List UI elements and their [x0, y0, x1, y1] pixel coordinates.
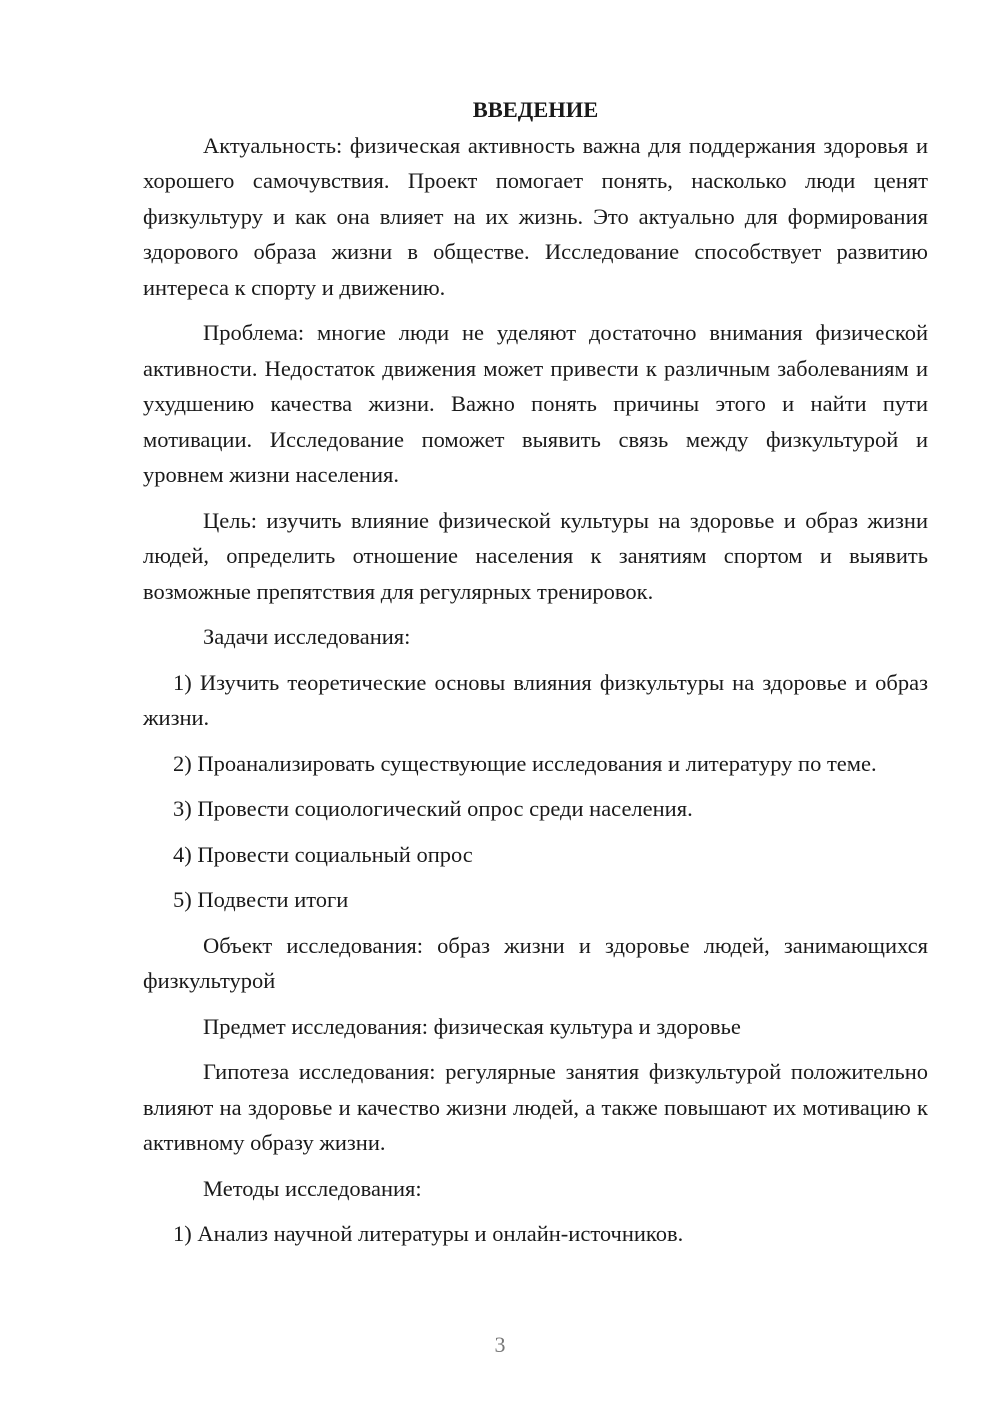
relevance-paragraph: Актуальность: физическая активность важна для поддержания здоровья и хорошего самочувствия. Проект помогает понять, насколько люди ценят физкультуру и как она влияет на их жизнь. Это актуально для формирования здорового образа жизни в обществе. Исследование способствует развитию интереса к спорту и движению.: [143, 132, 928, 300]
task-item-2: 2) Проанализировать существующие исследования и литературу по теме.: [173, 750, 877, 776]
methods-title: Методы исследования:: [203, 1175, 422, 1201]
tasks-title: Задачи исследования:: [203, 624, 411, 649]
subject-paragraph: Предмет исследования: физическая культура и здоровье: [203, 1013, 741, 1039]
problem-paragraph: Проблема: многие люди не уделяют достаточно внимания физической активности. Недостаток движения может привести к различным заболеваниям и ухудшению качества жизни. Важно понять причины этого и найти пути мотивации. Исследование поможет выявить связь между физкультурой и уровнем жизни населения.: [143, 320, 928, 487]
hypothesis-paragraph: Гипотеза исследования: регулярные занятия физкультурой положительно влияют на здоровье и качество жизни людей, а также повышают их мотивацию к активному образу жизни.: [143, 1059, 928, 1155]
method-item-1: 1) Анализ научной литературы и онлайн-источников.: [173, 1221, 684, 1246]
task-item-1: 1) Изучить теоретические основы влияния физкультуры на здоровье и образ жизни.: [143, 669, 928, 730]
task-item-4: 4) Провести социальный опрос: [173, 841, 473, 867]
task-item-5: 5) Подвести итоги: [173, 887, 349, 912]
goal-paragraph: Цель: изучить влияние физической культуры на здоровье и образ жизни людей, определить отношение населения к занятиям спортом и выявить возможные препятствия для регулярных тренировок.: [143, 507, 928, 604]
document-page: [143, 92, 928, 1262]
page-number: 3: [494, 1332, 506, 1357]
object-paragraph: Объект исследования: образ жизни и здоровье людей, занимающихся физкультурой: [143, 932, 928, 993]
task-item-3: 3) Провести социологический опрос среди населения.: [173, 796, 693, 821]
document-heading: ВВЕДЕНИЕ: [472, 97, 599, 122]
